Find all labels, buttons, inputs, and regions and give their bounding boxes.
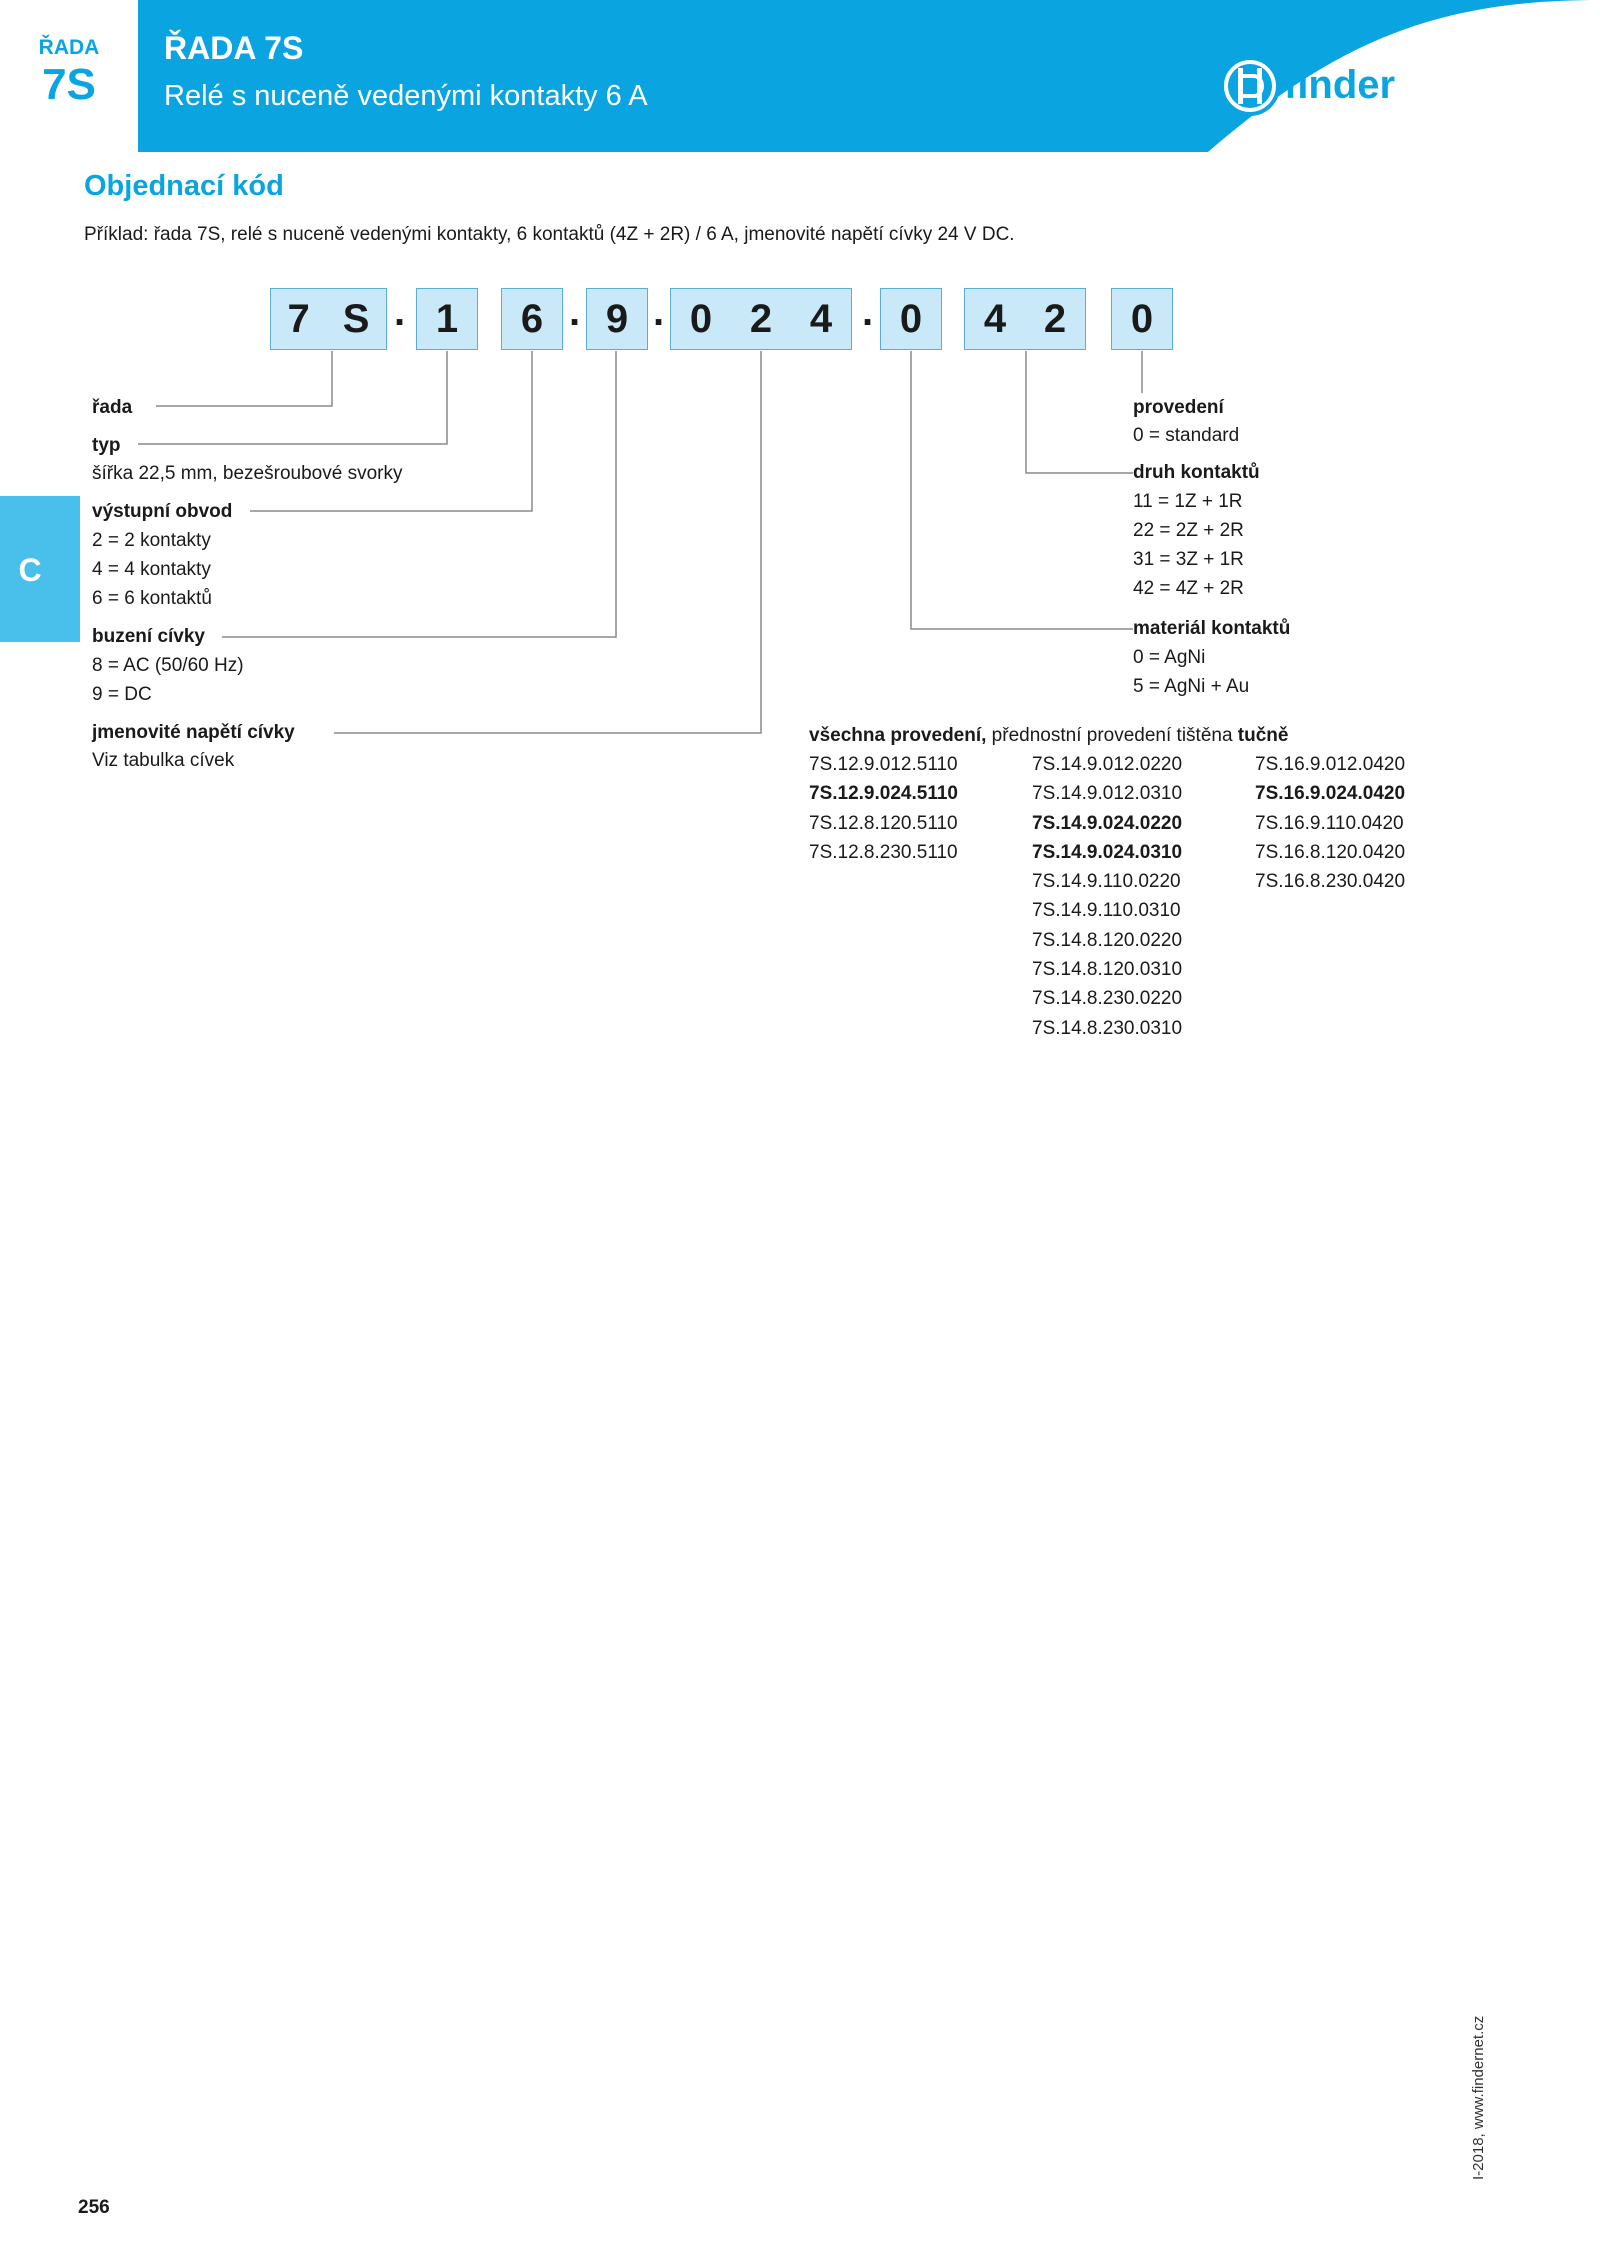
page-title: ŘADA 7S — [164, 30, 304, 66]
field-outputs-title: výstupní obvod — [92, 501, 233, 522]
section-title: Objednací kód — [84, 170, 284, 202]
code-char: 0 — [1130, 296, 1154, 341]
code-separator: . — [569, 290, 581, 334]
variant-code: 7S.14.9.024.0310 — [1032, 841, 1183, 863]
field-contacts-value: 11 = 1Z + 1R — [1133, 491, 1243, 512]
variant-code: 7S.16.9.012.0420 — [1255, 754, 1406, 775]
variant-code: 7S.14.9.012.0220 — [1032, 754, 1183, 775]
field-outputs-value: 6 = 6 kontaktů — [92, 588, 212, 609]
field-excitation-title: buzení cívky — [92, 626, 205, 647]
field-outputs-value: 4 = 4 kontakty — [92, 559, 211, 580]
code-separator: . — [862, 290, 874, 334]
variants-column-16 — [1255, 750, 1405, 896]
variant-code: 7S.12.8.230.5110 — [809, 841, 958, 863]
variant-code: 7S.12.9.024.5110 — [809, 783, 958, 805]
side-tab-label: C — [18, 552, 42, 588]
field-contacts-value: 31 = 3Z + 1R — [1133, 549, 1244, 570]
field-typ-title: typ — [92, 435, 121, 456]
code-char: 6 — [520, 296, 544, 341]
variant-code: 7S.14.9.110.0310 — [1032, 900, 1181, 922]
field-voltage-value: Viz tabulka cívek — [92, 750, 235, 771]
code-char: 2 — [1043, 296, 1067, 341]
code-char: 4 — [809, 296, 833, 341]
code-char: 2 — [749, 296, 773, 341]
field-outputs-value: 2 = 2 kontakty — [92, 530, 211, 551]
variant-code: 7S.16.9.110.0420 — [1255, 812, 1404, 834]
variant-code: 7S.14.8.230.0310 — [1032, 1017, 1183, 1039]
field-version-title: provedení — [1133, 397, 1224, 418]
field-version-value: 0 = standard — [1133, 425, 1240, 446]
variants-heading: všechna provedení, přednostní provedení tištěna tučně — [809, 725, 1289, 746]
svg-text:finder: finder — [1284, 63, 1396, 107]
page-number: 256 — [78, 2197, 110, 2218]
series-label: ŘADA — [38, 36, 100, 59]
variant-code: 7S.16.8.230.0420 — [1255, 871, 1406, 893]
field-excitation-value: 9 = DC — [92, 684, 152, 705]
variant-code: 7S.14.9.024.0220 — [1032, 812, 1183, 834]
field-contacts-title: druh kontaktů — [1133, 462, 1260, 483]
code-char: 0 — [899, 296, 923, 341]
variant-code: 7S.14.8.120.0220 — [1032, 929, 1183, 951]
variant-code: 7S.14.9.012.0310 — [1032, 783, 1183, 805]
field-voltage-title: jmenovité napětí cívky — [92, 722, 295, 743]
variant-code: 7S.16.9.024.0420 — [1255, 783, 1406, 805]
variant-code: 7S.16.8.120.0420 — [1255, 841, 1406, 863]
variants-column-14 — [1032, 750, 1182, 1043]
field-material-title: materiál kontaktů — [1133, 618, 1291, 639]
code-separator: . — [394, 290, 406, 334]
variants-column-12 — [809, 750, 958, 867]
series-code: 7S — [42, 60, 96, 109]
field-rada-title: řada — [92, 397, 133, 418]
variant-code: 7S.12.9.012.5110 — [809, 754, 958, 775]
field-contacts-value: 22 = 2Z + 2R — [1133, 520, 1244, 541]
code-char: 4 — [983, 296, 1007, 341]
code-char: 9 — [605, 296, 629, 341]
field-material-value: 5 = AgNi + Au — [1133, 676, 1250, 697]
field-material-value: 0 = AgNi — [1133, 647, 1206, 668]
variant-code: 7S.14.8.230.0220 — [1032, 988, 1183, 1010]
edition-note: I-2018, www.findernet.cz — [1470, 2015, 1487, 2180]
example-text: Příklad: řada 7S, relé s nuceně vedenými kontakty, 6 kontaktů (4Z + 2R) / 6 A, jmenovité napětí cívky 24 V DC. — [84, 224, 1015, 245]
code-char: 7 — [287, 296, 310, 341]
variant-code: 7S.14.8.120.0310 — [1032, 959, 1183, 981]
code-char: S — [342, 296, 370, 341]
variant-code: 7S.12.8.120.5110 — [809, 812, 958, 834]
page-subtitle: Relé s nuceně vedenými kontakty 6 A — [164, 80, 648, 112]
field-contacts-value: 42 = 4Z + 2R — [1133, 578, 1244, 599]
field-typ-value: šířka 22,5 mm, bezešroubové svorky — [92, 463, 403, 484]
code-char: 1 — [435, 296, 459, 341]
code-char: 0 — [689, 296, 713, 341]
code-separator: . — [653, 290, 665, 334]
variant-code: 7S.14.9.110.0220 — [1032, 871, 1181, 893]
field-excitation-value: 8 = AC (50/60 Hz) — [92, 655, 244, 676]
